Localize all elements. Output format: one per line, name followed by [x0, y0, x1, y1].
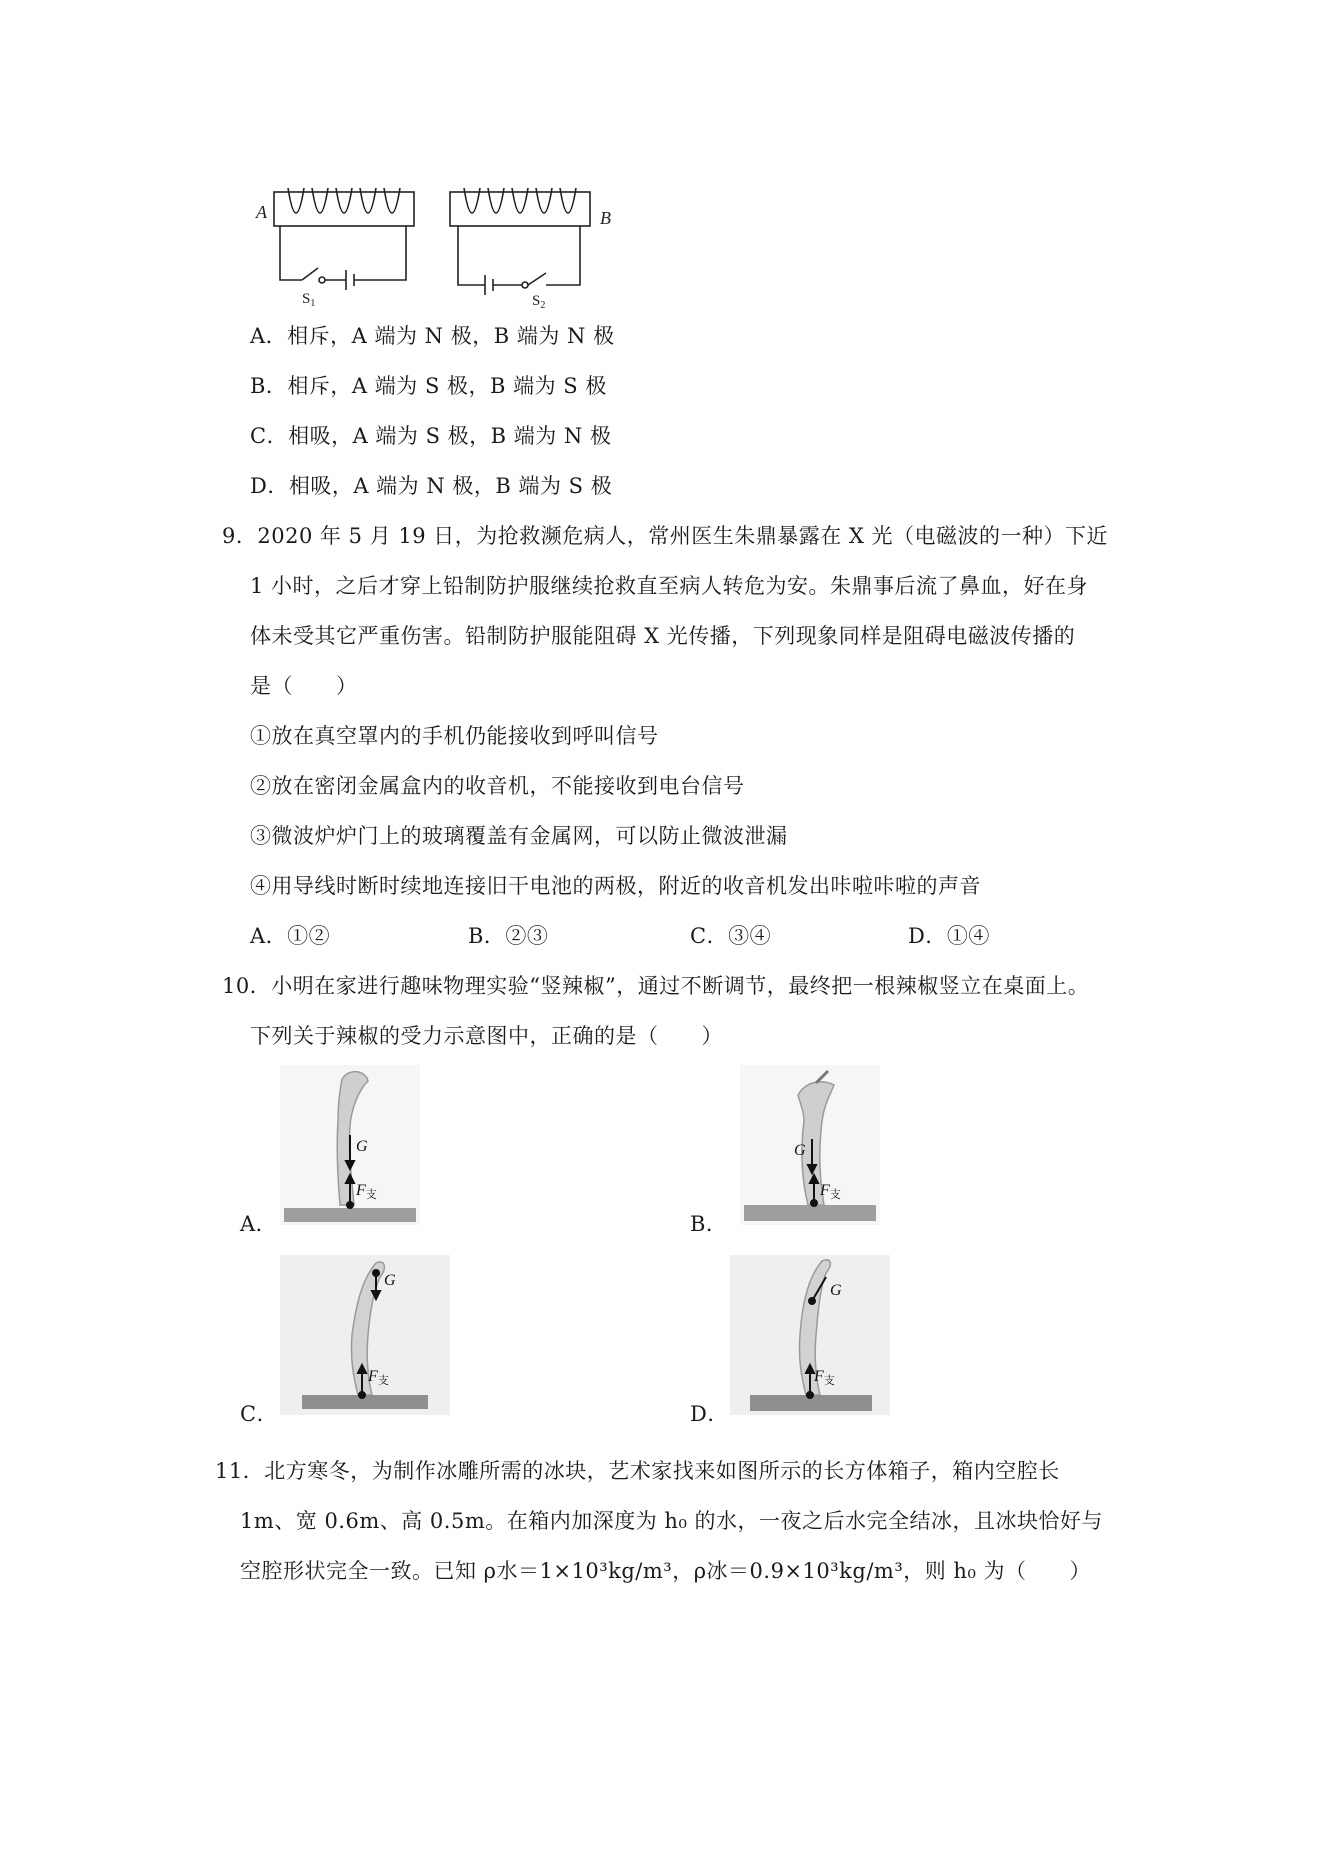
f-sub-d: 支: [823, 1375, 835, 1387]
f-label-b: F: [820, 1182, 830, 1199]
q8-option-d: D．相吸，A 端为 N 极，B 端为 S 极: [250, 474, 613, 498]
q9-option-c: C．③④: [690, 924, 772, 948]
f-label-c: F: [368, 1368, 378, 1385]
label-s2: S: [532, 293, 541, 309]
q9-stem-line-2: 1 小时，之后才穿上铅制防护服继续抢救直至病人转危为安。朱鼎事后流了鼻血，好在身: [250, 574, 1089, 598]
label-s1: S: [302, 291, 311, 307]
pepper-figure-d: [730, 1255, 890, 1415]
label-b: B: [600, 208, 611, 228]
pepper-figure-c: [280, 1255, 450, 1415]
q9-item-4: ④用导线时断时续地连接旧干电池的两极，附近的收音机发出咔啦咔啦的声音: [250, 874, 981, 898]
label-a: A: [256, 202, 267, 222]
q10-option-a: A．: [240, 1212, 278, 1236]
q10-stem-line-1: 10．小明在家进行趣味物理实验“竖辣椒”，通过不断调节，最终把一根辣椒竖立在桌面上。: [222, 974, 1090, 998]
q11-stem-line-2: 1m、宽 0.6m、高 0.5m。在箱内加深度为 h₀ 的水，一夜之后水完全结冰，且冰块恰好与: [240, 1509, 1104, 1533]
g-label-c: G: [384, 1272, 396, 1289]
f-label-d: F: [814, 1368, 824, 1385]
label-s1-sub: 1: [310, 298, 316, 309]
g-label-d: G: [830, 1282, 842, 1299]
q11-stem-line-1: 11．北方寒冬，为制作冰雕所需的冰块，艺术家找来如图所示的长方体箱子，箱内空腔长: [215, 1459, 1060, 1483]
f-sub-c: 支: [377, 1375, 389, 1387]
q8-option-a: A．相斥，A 端为 N 极，B 端为 N 极: [250, 324, 615, 348]
q9-item-1: ①放在真空罩内的手机仍能接收到呼叫信号: [250, 724, 659, 748]
q8-option-b: B．相斥，A 端为 S 极，B 端为 S 极: [250, 374, 607, 398]
g-label-b: G: [794, 1142, 806, 1159]
q9-stem-line-1: 9．2020 年 5 月 19 日，为抢救濒危病人，常州医生朱鼎暴露在 X 光（电磁波的一种）下近: [222, 524, 1109, 548]
pepper-figure-b: [740, 1065, 880, 1225]
q9-option-a: A．①②: [250, 924, 331, 948]
f-sub-a: 支: [365, 1189, 377, 1201]
electromagnet-circuit-figure: [250, 180, 630, 311]
svg-text:S2: [532, 293, 545, 311]
f-label-a: F: [356, 1182, 366, 1199]
f-sub-b: 支: [829, 1189, 841, 1201]
q9-item-3: ③微波炉炉门上的玻璃覆盖有金属网，可以防止微波泄漏: [250, 824, 788, 848]
svg-text:S1: [302, 291, 315, 309]
q10-option-d: D．: [690, 1402, 729, 1426]
q9-item-2: ②放在密闭金属盒内的收音机，不能接收到电台信号: [250, 774, 745, 798]
pepper-figure-a: [280, 1065, 420, 1225]
q9-option-b: B．②③: [468, 924, 549, 948]
q10-stem-line-2: 下列关于辣椒的受力示意图中，正确的是（ ）: [250, 1024, 723, 1048]
q10-option-b: B．: [690, 1212, 728, 1236]
q9-option-d: D．①④: [908, 924, 990, 948]
q9-stem-line-3: 体未受其它严重伤害。铅制防护服能阻碍 X 光传播，下列现象同样是阻碍电磁波传播的: [250, 624, 1076, 648]
q9-stem-line-4: 是（ ）: [250, 674, 358, 698]
q11-stem-line-3: 空腔形状完全一致。已知 ρ水＝1×10³kg/m³，ρ冰＝0.9×10³kg/m³，则 h₀ 为（ ）: [240, 1559, 1092, 1583]
g-label-a: G: [356, 1138, 368, 1155]
q10-option-c: C．: [240, 1402, 279, 1426]
label-s2-sub: 2: [540, 300, 546, 311]
q8-option-c: C．相吸，A 端为 S 极，B 端为 N 极: [250, 424, 612, 448]
